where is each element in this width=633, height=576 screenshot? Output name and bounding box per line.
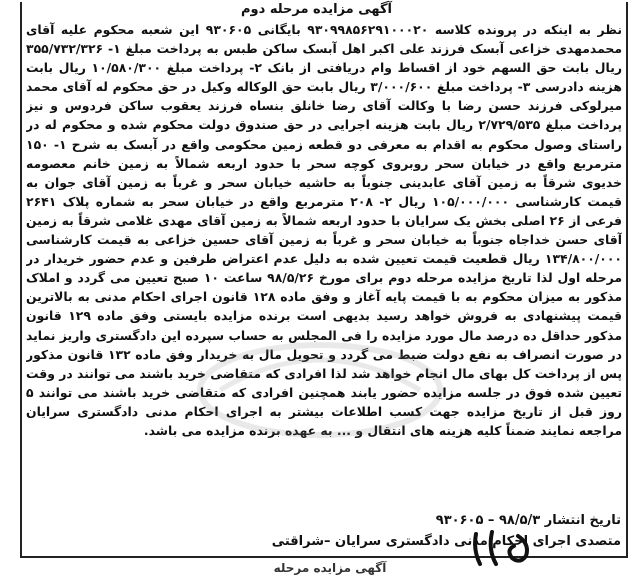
publish-date: تاریخ انتشار ۹۸/۵/۳ – ۹۳۰۶۰۵: [435, 513, 621, 528]
signature-line: متصدی اجرای احکام مدنی دادگستری سرایان –شراقتی: [271, 534, 621, 549]
notice-title: آگهی مزایده مرحله دوم: [241, 2, 392, 17]
handwritten-number-mark: [468, 528, 538, 568]
next-notice-fragment: آگهی مزایده مرحله: [273, 561, 387, 575]
notice-body: نظر به اینکه در پرونده کلاسه ۹۳۰۹۹۸۵۶۲۹۱۰۰۰۲۰ بایگانی ۹۳۰۶۰۵ این شعبه محکوم علیه آقای محمدمهدی خزاعی آبسک فرزند علی اکبر اهل آبسک ساکن طبس به پرداخت مبلغ ۱- ۳۵۵/۷۳۲/۳۲۶ ریال بابت حق السهم خود از اقساط وام دریافتی از بانک ۲- پرداخت مبلغ ۱۰/۵۸۰/۳۰۰ ریال بابت هزینه دادرسی ۳- پرداخت مبلغ ۳/۰۰۰/۶۰۰ ریال بابت حق الوکاله وکیل در حق محکوم له آقای محمد میرلوکی فرزند حسن رضا با وکالت آقای رضا خانلق بنساه فرزند یعقوب ساکن فردوس و نیز پرداخت مبلغ ۲/۷۲۹/۵۳۵ ریال بابت هزینه اجرایی در حق صندوق دولت محکوم شده و محکوم له در راستای وصول محکوم به اقدام به معرفی دو قطعه زمین محکومی واقع در آبسک به شرح ۱- ۱۵۰ مترمربع واقع در خیابان سحر روبروی کوچه سحر با حدود اربعه شمالاً به زمین خانم معصومه خدیوی شرقاً به زمین آقای عابدینی جنوباً به حاشیه خیابان سحر و غرباً به زمین آقای جوان به قیمت کارشناسی ۱۰۵/۰۰۰/۰۰۰ ریال ۲- ۲۰۸ مترمربع واقع در خیابان سحر به شماره پلاک ۲۶۴۱ فرعی از ۲۶ اصلی بخش یک سرایان با حدود اربعه شمالاً به زمین آقای مهدی غلامی شرقاً به زمین آقای حسن خداجاه جنوباً به خیابان سحر و غرباً به زمین آقای حسین خزاعی به قیمت کارشناسی ۱۳۴/۸۰۰/۰۰۰ ریال قطعیت قیمت تعیین شده به دلیل عدم اعتراض طرفین و عدم حضور خریدار در مرحله اول لذا تاریخ مزایده مرحله دوم برای مورخ ۹۸/۵/۲۶ ساعت ۱۰ صبح تعیین می گردد و املاک مذکور به میزان محکوم به با قیمت پایه آغاز و وفق ماده ۱۲۸ قانون اجرای احکام مدنی به بالاترین قیمت پیشنهادی به فروش خواهد رسید بدیهی است برنده مزایده بایستی وفق ماده ۱۲۹ قانون مذکور حداقل ده درصد مال مورد مزایده را فی المجلس به حساب سپرده این دادگستری واریز نماید در صورت انصراف به نفع دولت ضبط می گردد و تحویل مال به خریدار وفق ماده ۱۳۲ قانون مذکور پس از پرداخت کل بهای مال انجام خواهد شد لذا افرادی که متقاضی خرید باشند می توانند در وقت تعیین شده فوق در جلسه مزایده حضور یابند همچنین افرادی که متقاضی خرید باشند می توانند ۵ روز قبل از تاریخ مزایده جهت کسب اطلاعات بیشتر به اجرای احکام مدنی دادگستری سرایان مراجعه نمایند ضمناً کلیه هزینه های انتقال و ... به عهده برنده مزایده می باشد.: [26, 22, 622, 438]
